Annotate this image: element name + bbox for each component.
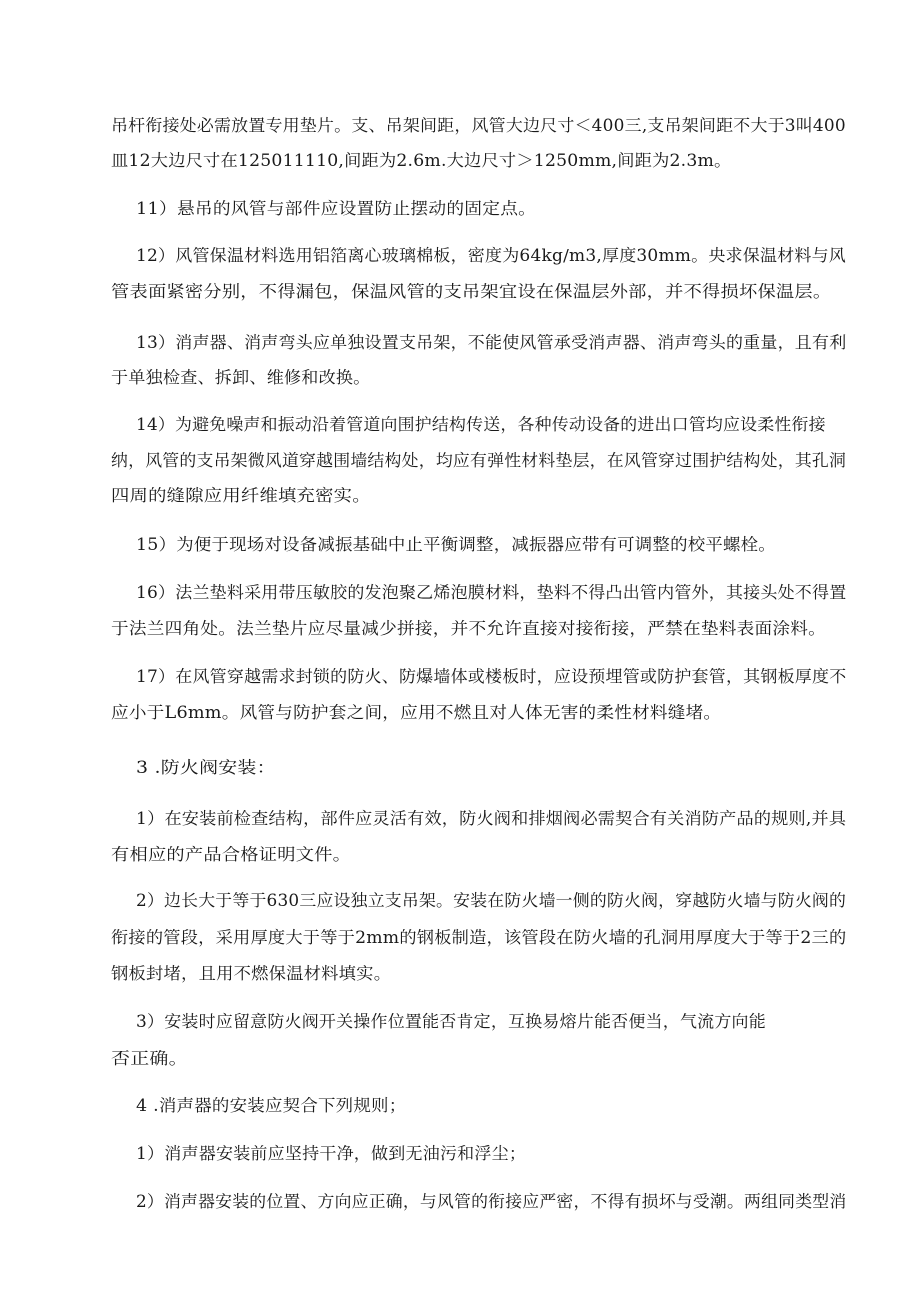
text-line: 应小于L6mm。风管与防护套之间，应用不燃且对人体无害的柔性材料缝堵。 [111,703,722,722]
text-line: 16）法兰垫料采用带压敏胶的发泡聚乙烯泡膜材料，垫料不得凸出管内管外，其接头处不得置 [136,583,847,602]
text-line: 于单独检查、拆卸、维修和改换。 [111,368,371,387]
text-line: 四周的缝隙应用纤维填充密实。 [111,486,371,505]
text-line: 1）消声器安装前应坚持干净，做到无油污和浮尘； [136,1144,527,1163]
section-heading: 3 .防火阀安装： [136,758,276,777]
text-line: 吊杆衔接处必需放置专用垫片。支、吊架间距，风管大边尺寸＜400三,支吊架间距不大于3叫400 [111,116,846,135]
text-line: 12）风管保温材料选用铝箔离心玻璃棉板，密度为64kg∕m3,厚度30mm。央求保温材料与风 [136,246,846,265]
text-line: 否正确。 [111,1049,188,1068]
text-line: 11）悬吊的风管与部件应设置防止摆动的固定点。 [136,199,537,218]
section-heading: 4 .消声器的安装应契合下列规则； [136,1096,407,1115]
text-line: 于法兰四角处。法兰垫片应尽量减少拼接，并不允许直接对接衔接，严禁在垫料表面涂料。 [111,619,826,638]
text-line: 钢板封堵，且用不燃保温材料填实。 [111,964,392,983]
text-line: 15）为便于现场对设备减振基础中止平衡调整，减振器应带有可调整的校平螺栓。 [136,535,776,554]
text-line: 2）边长大于等于630三应设独立支吊架。安装在防火墙一侧的防火阀，穿越防火墙与防火阀的 [136,891,847,910]
text-line: 衔接的管段，采用厚度大于等于2mm的钢板制造，该管段在防火墙的孔洞用厚度大于等于2三的 [111,928,847,947]
text-line: 3）安装时应留意防火阀开关操作位置能否肯定，互换易熔片能否便当，气流方向能 [136,1012,766,1031]
text-line: 17）在风管穿越需求封锁的防火、防爆墙体或楼板时，应设预埋管或防护套管，其钢板厚度不 [136,667,847,686]
text-line: 1）在安装前检查结构，部件应灵活有效，防火阀和排烟阀必需契合有关消防产品的规则,并具 [136,809,847,828]
text-line: 有相应的产品合格证明文件。 [111,845,352,864]
text-line: 13）消声器、消声弯头应单独设置支吊架，不能使风管承受消声器、消声弯头的重量，且有利 [136,333,847,352]
text-line: 皿12大边尺寸在125011110,间距为2.6m.大边尺寸＞1250mm,间距为2.3m。 [111,151,732,170]
text-line: 纳，风管的支吊架微风道穿越围墙结构处，均应有弹性材料垫层，在风管穿过围护结构处，其孔洞 [111,451,847,470]
text-line: 管表面紧密分别，不得漏包，保温风管的支吊架宜设在保温层外部，并不得损坏保温层。 [111,282,832,301]
text-line: 14）为避免噪声和振动沿着管道向围护结构传送，各种传动设备的进出口管均应设柔性衔接 [136,415,826,434]
text-line: 2）消声器安装的位置、方向应正确，与风管的衔接应严密，不得有损坏与受潮。两组同类型消 [136,1192,847,1211]
